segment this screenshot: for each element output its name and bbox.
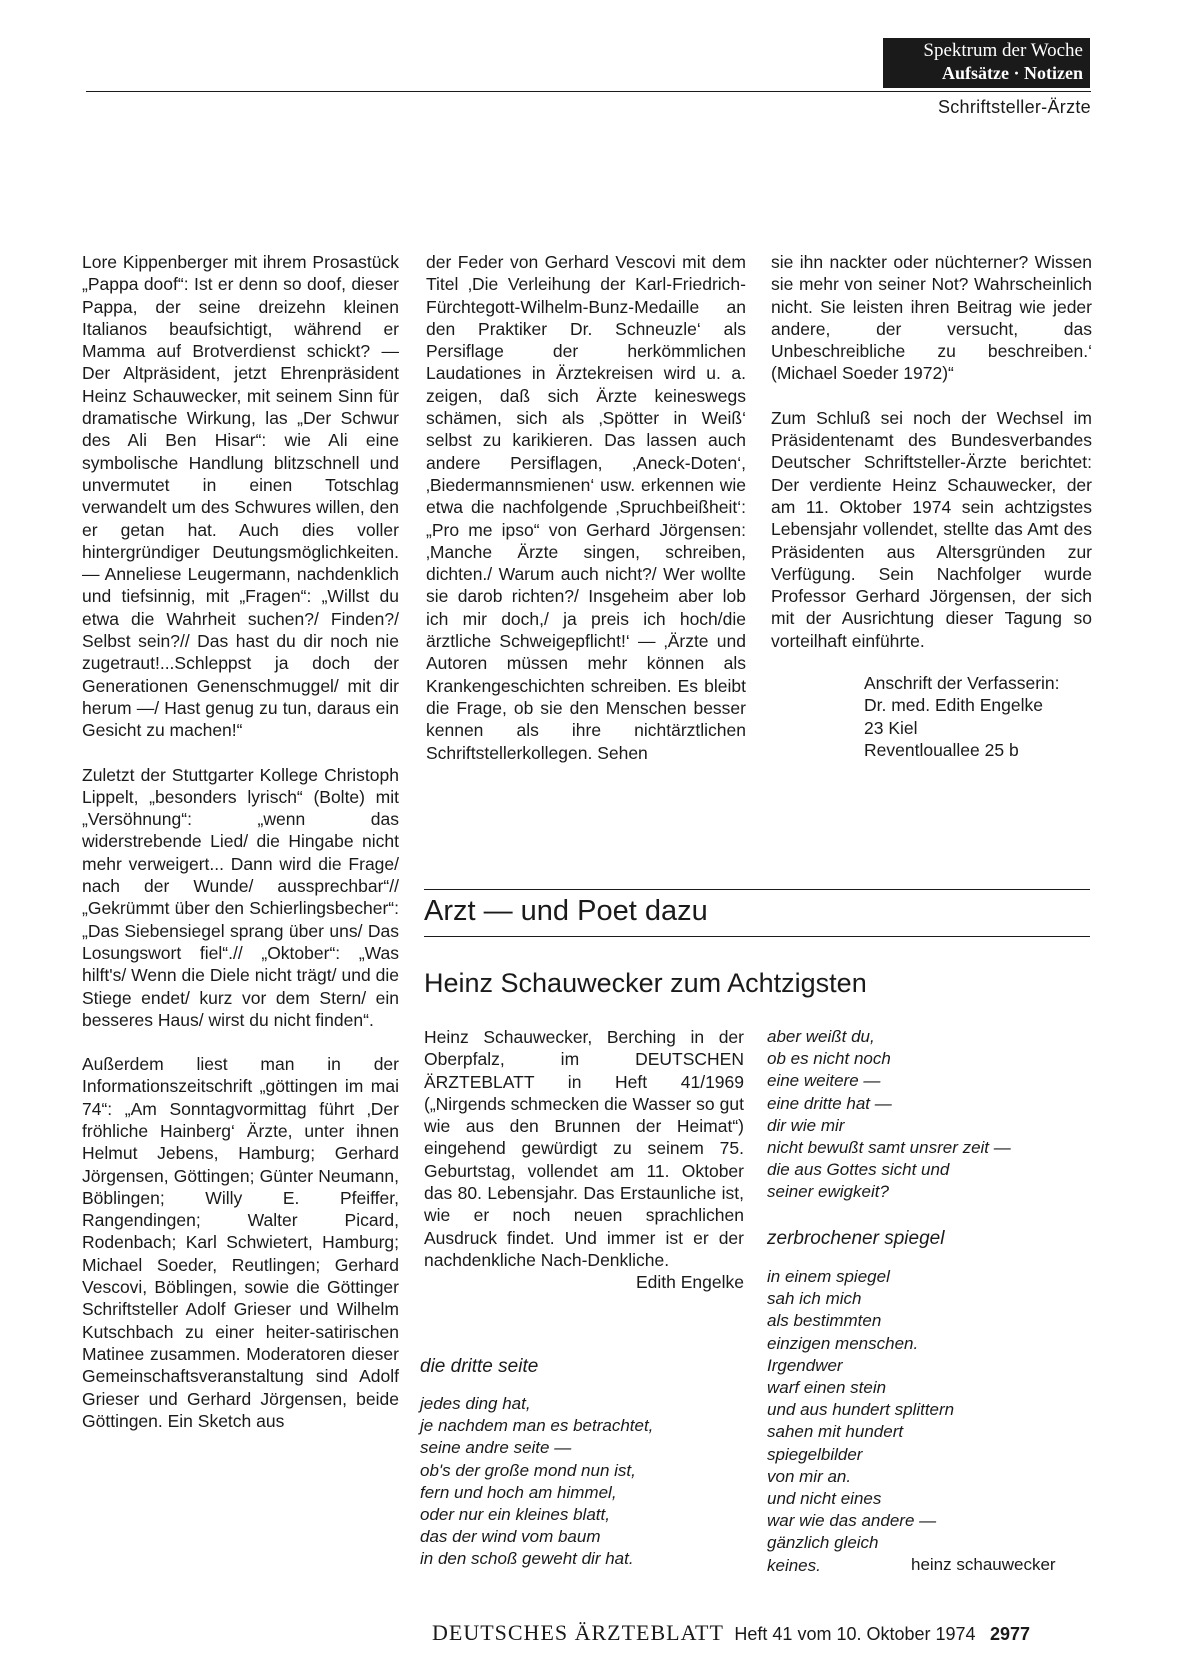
header-rule [86, 91, 1091, 92]
article-title: Arzt — und Poet dazu [424, 895, 708, 927]
poem-zerbrochener-spiegel-title: zerbrochener spiegel [767, 1228, 945, 1249]
article-intro [424, 1026, 744, 1294]
intro-paragraph: Heinz Schauwecker, Berching in der Oberpfalz, im DEUTSCHEN ÄRZTEBLATT in Heft 41/1969 („Nirgends schmecken die Wasser so gut wie aus den Brunnen der Heimat“) eingehend gewürdigt zu seinem 75. Geburtstag, vollendet am 11. Oktober das 80. Lebensjahr. Das Erstaunliche ist, wie er noch neuen sprachlichen Ausdruck findet. Und immer ist er der nachdenkliche Nach-Denkliche. [424, 1027, 744, 1270]
col1-paragraph-1: Lore Kippenberger mit ihrem Prosastück „Pappa doof“: Ist er denn so doof, dieser Pappa, der seine dreizehn kleinen Italianos beaufsichtigt, während er Mamma auf Brotverdienst schickt? — Der Altpräsident, jetzt Ehrenpräsident Heinz Schauwecker, mit seinem Sinn für dramatische Wirkung, las „Der Schwur des Ali Ben Hisar“: wie Ali eine symbolische Handlung blitzschnell und unvermutet in einen Totschlag verwandelt um des Schwures willen, den er getan hat. Auch dies voller hintergründiger Deutungsmöglichkeiten. — Anneliese Leugermann, nachdenklich und tiefsinnig, mit „Fragen“: „Willst du etwa die Wahrheit suchen?/ Finden?/ Selbst sein?// Das hast du dir noch nie zugetraut!...Schleppst ja doch der Generationen Genenschmuggel/ mit dir herum —/ Hast genug zu tun, daraus ein Gesicht zu machen!“ [82, 252, 399, 741]
article-top-rule [424, 889, 1090, 890]
page-footer [432, 1620, 1030, 1646]
footer-page-number: 2977 [990, 1624, 1031, 1644]
section-badge [883, 38, 1090, 88]
poem-signature: heinz schauwecker [911, 1555, 1056, 1574]
poem-dritte-seite-text: jedes ding hat, je nachdem man es betrachtet, seine andre seite — ob's der große mond nun ist, fern und hoch am himmel, oder nur ein kleines blatt, das der wind vom baum in den schoß geweht dir hat. [420, 1394, 654, 1569]
poem-dritte-seite-title: die dritte seite [420, 1356, 539, 1377]
column-3 [771, 251, 1092, 761]
address-line-4: Reventlouallee 25 b [864, 739, 1019, 760]
badge-line-2: Aufsätze · Notizen [942, 63, 1083, 83]
badge-line-1: Spektrum der Woche [923, 40, 1083, 61]
column-2 [426, 251, 746, 764]
intro-author: Edith Engelke [636, 1272, 744, 1293]
article-title-rule [424, 936, 1090, 937]
col1-paragraph-2: Zuletzt der Stuttgarter Kollege Christoph Lippelt, „besonders lyrisch“ (Bolte) mit „Versöhnung“: „wenn das widerstrebende Lied/ die Hingabe nicht mehr verweigert... Dann wird die Frage/ nach der Wunde/ aussprechbar“// „Gekrümmt über den Schierlingsbecher“: „Das Siebensiegel sprang über uns/ Das Losungswort fiel“.// „Oktober“: „Was hilft's/ Wenn die Diele nicht trägt/ und die Stiege endet/ kurz vor dem Stern/ ein besseres Haus/ wirst du nicht finden“. [82, 764, 399, 1030]
address-line-3: 23 Kiel [864, 717, 918, 738]
column-1 [82, 251, 399, 1432]
poem-continued-text: aber weißt du, ob es nicht noch eine weitere — eine dritte hat — dir wie mir nicht bewußt samt unsrer zeit — die aus Gottes sicht und seiner ewigkeit? [767, 1027, 1011, 1202]
address-line-1: Anschrift der Verfasserin: [864, 673, 1060, 694]
footer-issue: Heft 41 vom 10. Oktober 1974 [734, 1624, 976, 1644]
section-label: Schriftsteller-Ärzte [937, 97, 1091, 117]
poem-zerbrochener-spiegel-text: in einem spiegel sah ich mich als bestimmten einzigen menschen. Irgendwer warf einen stein und aus hundert splittern sahen mit hundert spiegelbilder von mir an. und nicht eines war wie das andere — gänzlich gleich keines. [767, 1267, 955, 1575]
author-address [771, 672, 1092, 761]
footer-journal: DEUTSCHES ÄRZTEBLATT [432, 1620, 724, 1645]
article-subtitle: Heinz Schauwecker zum Achtzigsten [424, 968, 867, 998]
col3-paragraph-2: Zum Schluß sei noch der Wechsel im Präsidentenamt des Bundesverbandes Deutscher Schriftsteller-Ärzte berichtet: Der verdiente Heinz Schauwecker, der am 11. Oktober 1974 sein achtzigstes Lebensjahr vollendet, stellte das Amt des Präsidenten aus Altersgründen zur Verfügung. Sein Nachfolger wurde Professor Gerhard Jörgensen, der sich mit der Ausrichtung dieser Tagung so vorteilhaft einführte. [771, 407, 1092, 651]
col3-paragraph-1: sie ihn nackter oder nüchterner? Wissen sie mehr von seiner Not? Wahrscheinlich nicht. Sie leisten ihren Beitrag wie jeder andere, der versucht, das Unbeschreibliche zu beschreiben.‘ (Michael Soeder 1972)“ [771, 252, 1092, 384]
col1-paragraph-3: Außerdem liest man in der Informationszeitschrift „göttingen im mai 74“: „Am Sonntagvormittag führt ‚Der fröhliche Hainberg‘ Ärzte, unter ihnen Helmut Jebens, Hamburg; Gerhard Jörgensen, Göttingen; Günter Neumann, Böblingen; Willy E. Pfeiffer, Rangendingen; Walter Picard, Rodenbach; Karl Schwietert, Hamburg; Michael Soeder, Reutlingen; Gerhard Vescovi, Böblingen, sowie die Göttinger Schriftsteller Adolf Grieser und Wilhelm Kutschbach zu einer heiter-satirischen Matinee zusammen. Moderatoren dieser Gemeinschaftsveranstaltung sind Adolf Grieser und Gerhard Jörgensen, beide Göttingen. Ein Sketch aus [82, 1054, 399, 1431]
address-line-2: Dr. med. Edith Engelke [864, 695, 1043, 716]
col2-paragraph-1: der Feder von Gerhard Vescovi mit dem Titel ‚Die Verleihung der Karl-Friedrich-Fürchtegott-Wilhelm-Bunz-Medaille an den Praktiker Dr. Schneuzle‘ als Persiflage der herkömmlichen Laudationes in Ärztekreisen wird u. a. zeigen, daß sich Ärzte keineswegs schämen, sich als ‚Spötter in Weiß‘ selbst zu karikieren. Das lassen auch andere Persiflagen, ‚Aneck-Doten‘, ‚Biedermannsmienen‘ usw. erkennen wie etwa die nachfolgende ‚Spruchbeißheit‘: „Pro me ipso“ von Gerhard Jörgensen: ‚Manche Ärzte singen, schreiben, dichten./ Warum auch nicht?/ Wer wollte sie darob richten?/ Insgeheim aber lob ich mir doch,/ ja preis ich hoch/die ärztliche Schweigepflicht!‘ — ‚Ärzte und Autoren müssen mehr können als Krankengeschichten schreiben. Es bleibt die Frage, ob sie den Menschen besser kennen als ihre nichtärztlichen Schriftstellerkollegen. Sehen [426, 252, 746, 763]
